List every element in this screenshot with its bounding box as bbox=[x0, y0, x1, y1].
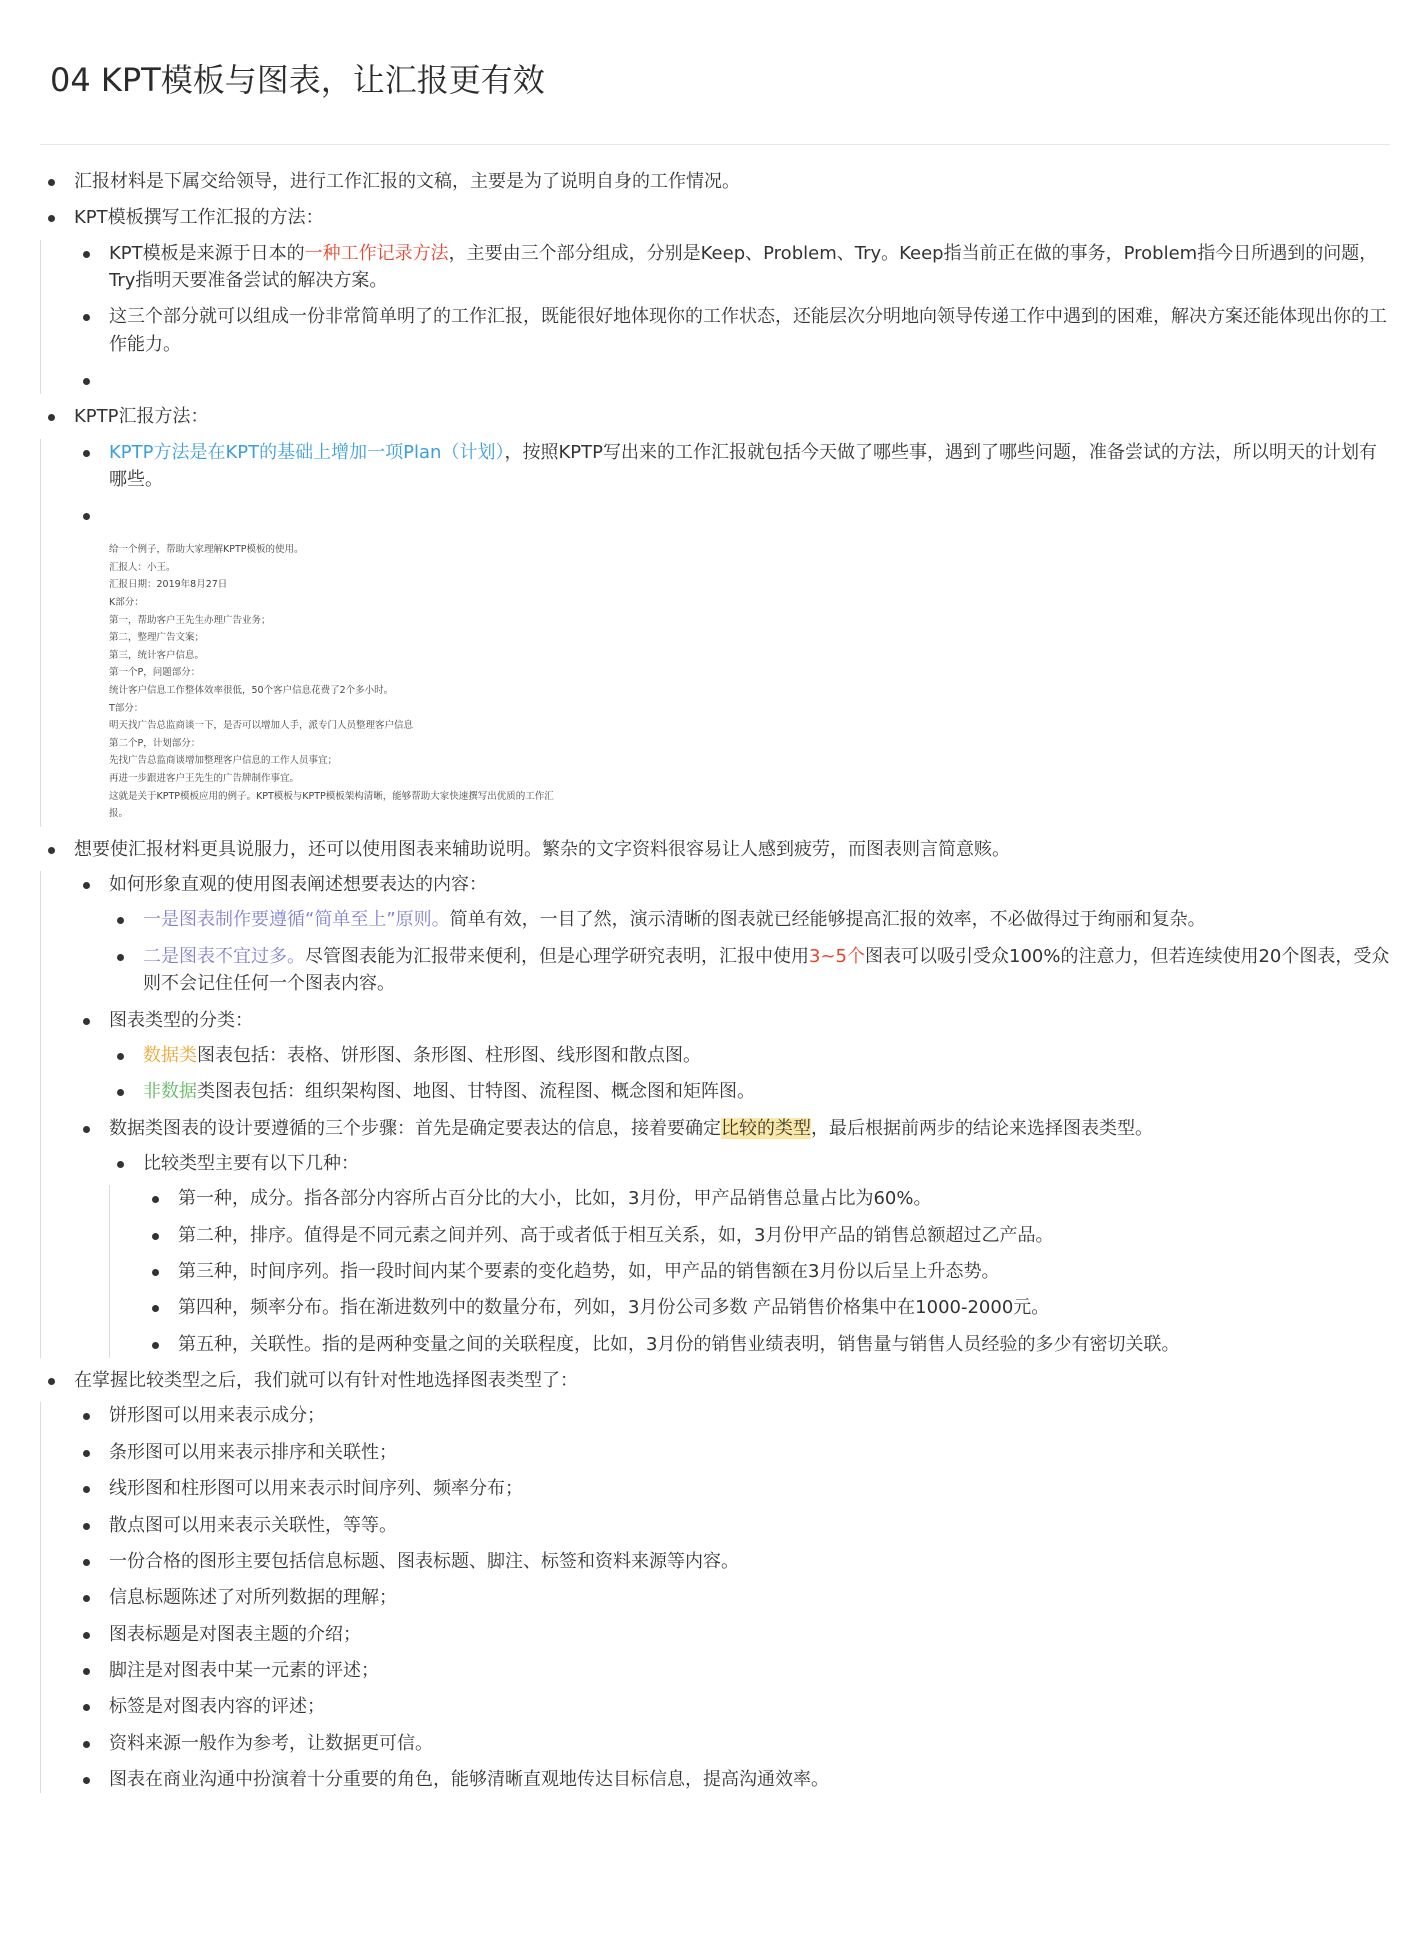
bullet-text: 条形图可以用来表示排序和关联性； bbox=[109, 1439, 1390, 1466]
list-item bbox=[109, 1042, 1390, 1069]
outline-level-2 bbox=[40, 871, 1390, 1358]
bullet-text: 线形图和柱形图可以用来表示时间序列、频率分布； bbox=[109, 1475, 1390, 1502]
bullet-text: 这三个部分就可以组成一份非常简单明了的工作汇报，既能很好地体现你的工作状态，还能层次分明地向领导传递工作中遇到的困难，解决方案还能体现出你的工作能力。 bbox=[109, 303, 1390, 358]
bullet-text: 想要使汇报材料更具说服力，还可以使用图表来辅助说明。繁杂的文字资料很容易让人感到疲劳，而图表则言简意赅。 bbox=[74, 836, 1390, 863]
snippet-line: 统计客户信息工作整体效率很低，50个客户信息花费了2个多小时。 bbox=[109, 684, 394, 696]
outline-level-3 bbox=[109, 906, 1390, 997]
text-span: KPT模板是来源于日本的 bbox=[109, 242, 305, 264]
list-item bbox=[40, 168, 1390, 195]
list-item bbox=[144, 1294, 1390, 1321]
list-item bbox=[75, 871, 1390, 997]
bullet-text bbox=[143, 943, 1390, 998]
list-item bbox=[75, 1730, 1390, 1757]
empty-bullet bbox=[109, 367, 1390, 394]
highlight-blue-text: KPTP方法是在KPT的基础上增加一项Plan（计划） bbox=[109, 441, 505, 463]
list-item bbox=[144, 1222, 1390, 1249]
bullet-text: 比较类型主要有以下几种： bbox=[143, 1150, 1390, 1177]
page-title: 04 KPT模板与图表，让汇报更有效 bbox=[50, 61, 545, 99]
bullet-text: 饼形图可以用来表示成分； bbox=[109, 1402, 1390, 1429]
text-span: 类图表包括：组织架构图、地图、甘特图、流程图、概念图和矩阵图。 bbox=[197, 1081, 755, 1103]
list-item bbox=[75, 240, 1390, 295]
list-item bbox=[75, 439, 1390, 494]
snippet-line: 给一个例子，帮助大家理解KPTP模板的使用。 bbox=[109, 544, 304, 556]
bullet-text: 图表在商业沟通中扮演着十分重要的角色，能够清晰直观地传达目标信息，提高沟通效率。 bbox=[109, 1766, 1390, 1793]
bullet-text: 第一种，成分。指各部分内容所占百分比的大小，比如，3月份，甲产品销售总量占比为60%。 bbox=[178, 1185, 1390, 1212]
snippet-line: 先找广告总监商谈增加整理客户信息的工作人员事宜； bbox=[109, 755, 338, 767]
snippet-line: 第二，整理广告文案； bbox=[109, 632, 205, 644]
bullet-text: 图表类型的分类： bbox=[109, 1007, 1390, 1034]
list-item bbox=[109, 1150, 1390, 1358]
list-item bbox=[40, 1367, 1390, 1793]
list-item bbox=[75, 1007, 1390, 1106]
text-span: ，按照KPTP写出来的工作汇报就包括今天做了哪些事，遇到了哪些问题，准备尝试的方法，所以明天的计划有哪些。 bbox=[109, 441, 1377, 490]
bullet-text bbox=[143, 906, 1390, 933]
list-item bbox=[109, 906, 1390, 933]
bullet-text: 信息标题陈述了对所列数据的理解； bbox=[109, 1584, 1390, 1611]
snippet-line: 汇报日期：2019年8月27日 bbox=[109, 579, 228, 591]
text-span: 图表包括：表格、饼形图、条形图、柱形图、线形图和散点图。 bbox=[197, 1044, 701, 1066]
list-item bbox=[75, 1115, 1390, 1359]
outline-level-1 bbox=[40, 168, 1390, 1793]
bullet-text bbox=[143, 1042, 1390, 1069]
snippet-line: 明天找广告总监商谈一下，是否可以增加人手，派专门人员整理客户信息 bbox=[109, 720, 414, 732]
bullet-text: 资料来源一般作为参考，让数据更可信。 bbox=[109, 1730, 1390, 1757]
list-item bbox=[40, 204, 1390, 394]
bullet-text bbox=[109, 1115, 1390, 1142]
outline-level-2 bbox=[40, 439, 1390, 827]
list-item bbox=[75, 1766, 1390, 1793]
bullet-text: KPT模板撰写工作汇报的方法： bbox=[74, 204, 1390, 231]
list-item bbox=[144, 1258, 1390, 1285]
highlight-red-text: 3~5个 bbox=[809, 945, 865, 967]
snippet-line: K部分： bbox=[109, 597, 144, 609]
list-item bbox=[75, 1439, 1390, 1466]
bullet-text bbox=[143, 1078, 1390, 1105]
snippet-line: 报。 bbox=[109, 808, 129, 820]
text-span: 尽管图表能为汇报带来便利，但是心理学研究表明，汇报中使用 bbox=[305, 945, 809, 967]
list-item-with-image bbox=[75, 502, 1390, 827]
list-item-empty bbox=[75, 367, 1390, 394]
bullet-text bbox=[109, 240, 1390, 295]
snippet-line: 这就是关于KPTP模板应用的例子。KPT模板与KPTP模板架构清晰，能够帮助大家快速撰写出优质的工作汇 bbox=[109, 790, 554, 802]
highlight-green-text: 非数据 bbox=[143, 1081, 197, 1103]
bullet-text: 第五种，关联性。指的是两种变量之间的关联程度，比如，3月份的销售业绩表明，销售量与销售人员经验的多少有密切关联。 bbox=[178, 1331, 1390, 1358]
bullet-text: 散点图可以用来表示关联性，等等。 bbox=[109, 1512, 1390, 1539]
list-item bbox=[75, 1512, 1390, 1539]
title-divider bbox=[40, 144, 1390, 145]
bullet-text: 标签是对图表内容的评述； bbox=[109, 1693, 1390, 1720]
list-item bbox=[109, 1078, 1390, 1105]
text-span: ，主要由三个部分组成，分别是Keep、Problem、Try。Keep指当前正在做的事务，Problem指今日所遇到的问题，Try指明天要准备尝试的解决方案。 bbox=[109, 242, 1378, 292]
list-item bbox=[75, 1402, 1390, 1429]
snippet-line: 第二个P，计划部分： bbox=[109, 737, 201, 749]
snippet-line: T部分： bbox=[109, 702, 144, 714]
bullet-text: 脚注是对图表中某一元素的评述； bbox=[109, 1657, 1390, 1684]
snippet-line: 第一，帮助客户王先生办理广告业务； bbox=[109, 614, 271, 626]
bullet-text: KPTP汇报方法： bbox=[74, 403, 1390, 430]
bullet-text: 在掌握比较类型之后，我们就可以有针对性地选择图表类型了： bbox=[74, 1367, 1390, 1394]
list-item bbox=[144, 1331, 1390, 1358]
highlight-red-text: 一种工作记录方法 bbox=[304, 242, 449, 264]
bullet-text: 如何形象直观的使用图表阐述想要表达的内容： bbox=[109, 871, 1390, 898]
outline-content bbox=[40, 168, 1390, 1802]
outline-level-4 bbox=[109, 1185, 1390, 1358]
highlight-orange-text: 数据类 bbox=[143, 1044, 197, 1066]
list-item bbox=[75, 1475, 1390, 1502]
list-item bbox=[75, 1621, 1390, 1648]
highlight-purple-text: 一是图表制作要遵循“简单至上”原则。 bbox=[143, 909, 450, 931]
text-span: ，最后根据前两步的结论来选择图表类型。 bbox=[811, 1117, 1153, 1139]
bullet-text: 第三种，时间序列。指一段时间内某个要素的变化趋势，如，甲产品的销售额在3月份以后呈上升态势。 bbox=[178, 1258, 1390, 1285]
snippet-line: 第一个P，问题部分： bbox=[109, 667, 201, 679]
bullet-text: 图表标题是对图表主题的介绍； bbox=[109, 1621, 1390, 1648]
outline-level-2 bbox=[40, 1402, 1390, 1793]
snippet-line: 第三，统计客户信息。 bbox=[109, 649, 205, 661]
bullet-text: 第二种，排序。值得是不同元素之间并列、高于或者低于相互关系，如，3月份甲产品的销售总额超过乙产品。 bbox=[178, 1222, 1390, 1249]
highlighted-text: 比较的类型 bbox=[721, 1117, 811, 1139]
list-item bbox=[75, 1693, 1390, 1720]
highlight-purple-text: 二是图表不宜过多。 bbox=[143, 945, 305, 967]
outline-level-2 bbox=[40, 240, 1390, 394]
text-span: 图表可以吸引受众100%的注意力，但若连续使用20个图表，受众则不会记住任何一个图表内容。 bbox=[143, 945, 1390, 995]
list-item bbox=[40, 836, 1390, 1358]
list-item bbox=[40, 403, 1390, 827]
list-item bbox=[75, 1584, 1390, 1611]
outline-level-3 bbox=[109, 1150, 1390, 1358]
snippet-line: 汇报人：小王。 bbox=[109, 561, 176, 573]
list-item bbox=[109, 943, 1390, 998]
outline-level-3 bbox=[109, 1042, 1390, 1106]
list-item bbox=[144, 1185, 1390, 1212]
bullet-text: 一份合格的图形主要包括信息标题、图表标题、脚注、标签和资料来源等内容。 bbox=[109, 1548, 1390, 1575]
bullet-text: 第四种，频率分布。指在渐进数列中的数量分布，列如，3月份公司多数 产品销售价格集中在1000-2000元。 bbox=[178, 1294, 1390, 1321]
text-span: 简单有效，一目了然，演示清晰的图表就已经能够提高汇报的效率，不必做得过于绚丽和复杂。 bbox=[449, 909, 1206, 931]
bullet-text: 汇报材料是下属交给领导，进行工作汇报的文稿，主要是为了说明自身的工作情况。 bbox=[74, 168, 1390, 195]
example-text-image bbox=[109, 537, 1390, 827]
list-item bbox=[75, 303, 1390, 358]
bullet-text bbox=[109, 439, 1390, 494]
text-span: 数据类图表的设计要遵循的三个步骤：首先是确定要表达的信息，接着要确定 bbox=[109, 1117, 721, 1139]
list-item bbox=[75, 1657, 1390, 1684]
snippet-line: 再进一步跟进客户王先生的广告牌制作事宜。 bbox=[109, 772, 300, 784]
list-item bbox=[75, 1548, 1390, 1575]
image-bullet bbox=[109, 502, 1390, 529]
